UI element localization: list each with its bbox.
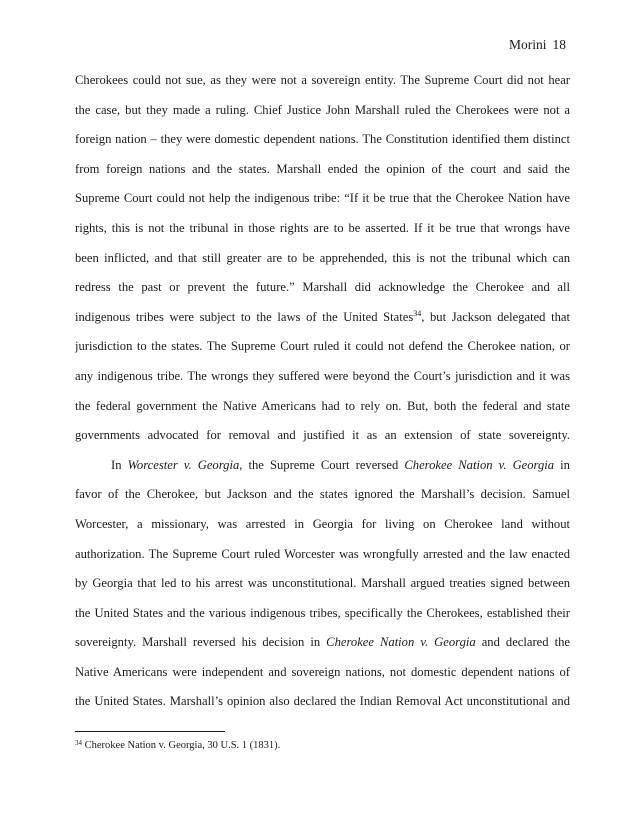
text-line: by Georgia that led to his arrest was unconstitutional. Marshall argued treaties signed between bbox=[75, 576, 570, 591]
text-segment: , but Jackson delegated that bbox=[421, 309, 570, 324]
text-line: authorization. The Supreme Court ruled Worcester was wrongfully arrested and the law enacted bbox=[75, 546, 570, 561]
text-segment: sovereignty. Marshall reversed his decision in bbox=[75, 635, 327, 650]
text-line: been inflicted, and that still greater are to be apprehended, this is not the tribunal which can bbox=[75, 250, 570, 265]
text-segment: indigenous tribes were subject to the laws of the United States bbox=[75, 309, 414, 324]
footnote-text: Cherokee Nation v. Georgia, 30 U.S. 1 (1831). bbox=[82, 740, 281, 751]
text-line: the United States and the various indigenous tribes, specifically the Cherokees, established their bbox=[75, 605, 570, 620]
body-text bbox=[75, 71, 570, 722]
text-line: Worcester, a missionary, was arrested in Georgia for living on Cherokee land without bbox=[75, 516, 570, 531]
text-line: governments advocated for removal and justified it as an extension of state sovereignty. bbox=[75, 428, 570, 443]
running-header bbox=[509, 37, 566, 53]
footnote-reference: 34 bbox=[413, 308, 422, 318]
text-line bbox=[75, 456, 570, 486]
text-line: foreign nation – they were domestic dependent nations. The Constitution identified them distinct bbox=[75, 132, 570, 147]
text-line: redress the past or prevent the future.” Marshall did acknowledge the Cherokee and all bbox=[75, 280, 570, 295]
case-name: Cherokee Nation v. Georgia bbox=[404, 457, 555, 472]
text-segment: in bbox=[554, 457, 570, 472]
text-line: the United States. Marshall’s opinion also declared the Indian Removal Act unconstitutional and bbox=[75, 694, 570, 709]
text-line: from foreign nations and the states. Marshall ended the opinion of the court and said the bbox=[75, 161, 570, 176]
text-segment: In bbox=[111, 457, 128, 472]
text-line: Native Americans were independent and sovereign nations, not domestic dependent nations of bbox=[75, 664, 570, 679]
text-line: jurisdiction to the states. The Supreme Court ruled it could not defend the Cherokee nation, or bbox=[75, 339, 570, 354]
text-line: rights, this is not the tribunal in those rights are to be asserted. If it be true that wrongs have bbox=[75, 220, 570, 235]
text-line: the federal government the Native Americans had to rely on. But, both the federal and state bbox=[75, 398, 570, 413]
footnote-number: 34 bbox=[75, 739, 82, 747]
text-segment: , the Supreme Court reversed bbox=[239, 457, 405, 472]
text-line: Cherokees could not sue, as they were not a sovereign entity. The Supreme Court did not hear bbox=[75, 73, 570, 87]
text-line: Supreme Court could not help the indigenous tribe: “If it be true that the Cherokee Nation have bbox=[75, 191, 570, 206]
text-line bbox=[75, 308, 570, 338]
text-line: favor of the Cherokee, but Jackson and the states ignored the Marshall’s decision. Samuel bbox=[75, 487, 570, 502]
case-name: Cherokee Nation v. Georgia bbox=[326, 635, 476, 650]
footnote-divider bbox=[75, 731, 225, 732]
text-line: the case, but they made a ruling. Chief Justice John Marshall ruled the Cherokees were not a bbox=[75, 102, 570, 117]
text-line bbox=[75, 633, 570, 663]
footnote bbox=[75, 739, 280, 752]
text-line: any indigenous tribe. The wrongs they suffered were beyond the Court’s jurisdiction and it was bbox=[75, 368, 570, 383]
page-number: 18 bbox=[552, 37, 566, 52]
case-name: Worcester v. Georgia bbox=[127, 457, 240, 472]
header-author: Morini bbox=[508, 37, 547, 52]
text-segment: and declared the bbox=[475, 635, 570, 650]
